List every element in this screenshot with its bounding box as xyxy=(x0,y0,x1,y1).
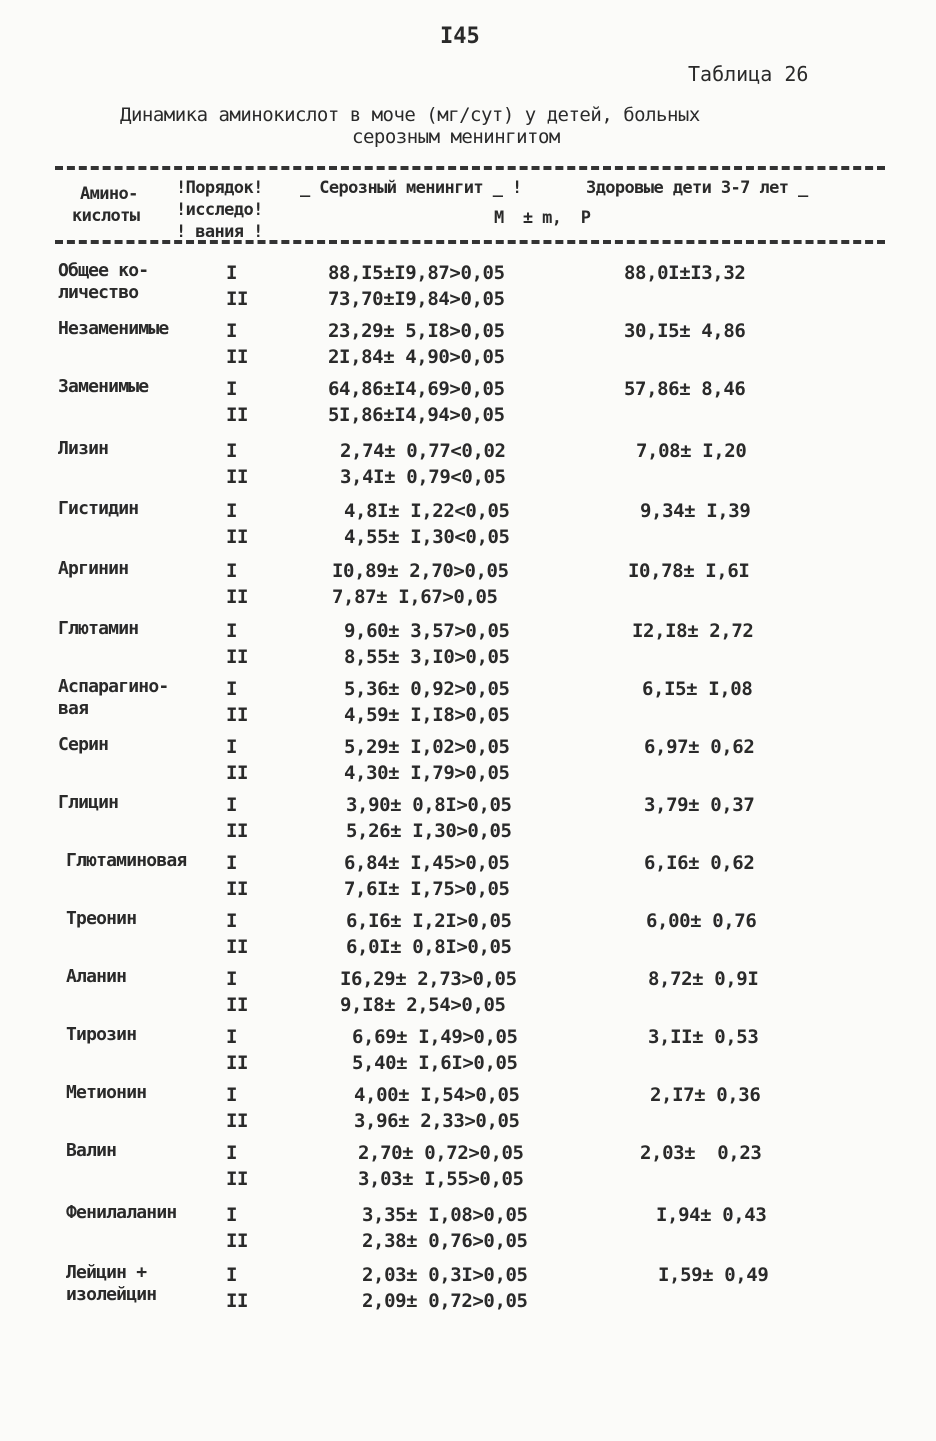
amino-acid-name: Глютамин xyxy=(58,618,139,639)
meningitis-value-first: 64,86±I4,69>0,05 xyxy=(328,378,505,400)
header-top-rule xyxy=(55,166,885,170)
meningitis-value-second: 8,55± 3,I0>0,05 xyxy=(344,646,510,668)
study-order-first: I xyxy=(226,620,238,642)
healthy-children-value: 6,00± 0,76 xyxy=(646,910,757,932)
healthy-children-value: 2,I7± 0,36 xyxy=(650,1084,761,1106)
healthy-children-value: 30,I5± 4,86 xyxy=(624,320,746,342)
meningitis-value-first: 2,70± 0,72>0,05 xyxy=(358,1142,524,1164)
header-bottom-rule xyxy=(55,240,885,244)
study-order-first: I xyxy=(226,1084,238,1106)
study-order-first: I xyxy=(226,678,238,700)
healthy-children-value: 57,86± 8,46 xyxy=(624,378,746,400)
study-order-second: II xyxy=(226,586,249,608)
healthy-children-value: 3,II± 0,53 xyxy=(648,1026,759,1048)
study-order-second: II xyxy=(226,346,249,368)
amino-acid-name: Аланин xyxy=(66,966,127,987)
study-order-first: I xyxy=(226,968,238,990)
amino-acid-name: Аспарагино- xyxy=(58,676,169,697)
amino-acid-name: Лизин xyxy=(58,438,109,459)
header-col1-line1: Амино- xyxy=(80,184,138,204)
meningitis-value-second: 9,I8± 2,54>0,05 xyxy=(340,994,506,1016)
meningitis-value-second: 5I,86±I4,94>0,05 xyxy=(328,404,505,426)
healthy-children-value: 3,79± 0,37 xyxy=(644,794,755,816)
table-title-line2: серозным менингитом xyxy=(352,126,560,148)
meningitis-value-second: 3,03± I,55>0,05 xyxy=(358,1168,524,1190)
meningitis-value-first: 4,00± I,54>0,05 xyxy=(354,1084,520,1106)
amino-acid-name: Валин xyxy=(66,1140,117,1161)
meningitis-value-first: 4,8I± I,22<0,05 xyxy=(344,500,510,522)
meningitis-value-first: 2,03± 0,3I>0,05 xyxy=(362,1264,528,1286)
healthy-children-value: I2,I8± 2,72 xyxy=(632,620,754,642)
meningitis-value-second: 5,26± I,30>0,05 xyxy=(346,820,512,842)
meningitis-value-second: 2,38± 0,76>0,05 xyxy=(362,1230,528,1252)
study-order-first: I xyxy=(226,736,238,758)
study-order-second: II xyxy=(226,994,249,1016)
study-order-second: II xyxy=(226,1230,249,1252)
study-order-second: II xyxy=(226,878,249,900)
study-order-first: I xyxy=(226,560,238,582)
meningitis-value-second: 7,6I± I,75>0,05 xyxy=(344,878,510,900)
study-order-second: II xyxy=(226,820,249,842)
meningitis-value-second: 73,70±I9,84>0,05 xyxy=(328,288,505,310)
meningitis-value-first: I0,89± 2,70>0,05 xyxy=(332,560,509,582)
healthy-children-value: I0,78± I,6I xyxy=(628,560,750,582)
study-order-first: I xyxy=(226,1142,238,1164)
study-order-first: I xyxy=(226,910,238,932)
healthy-children-value: I,94± 0,43 xyxy=(656,1204,767,1226)
meningitis-value-second: 7,87± I,67>0,05 xyxy=(332,586,498,608)
study-order-first: I xyxy=(226,500,238,522)
study-order-second: II xyxy=(226,936,249,958)
page-number: I45 xyxy=(440,24,480,49)
amino-acid-name: Заменимые xyxy=(58,376,149,397)
healthy-children-value: 7,08± I,20 xyxy=(636,440,747,462)
amino-acid-name-cont: личество xyxy=(58,282,139,303)
meningitis-value-first: I6,29± 2,73>0,05 xyxy=(340,968,517,990)
header-col3: _ Серозный менингит _ ! xyxy=(300,178,522,198)
healthy-children-value: I,59± 0,49 xyxy=(658,1264,769,1286)
meningitis-value-second: 4,59± I,I8>0,05 xyxy=(344,704,510,726)
meningitis-value-second: 2I,84± 4,90>0,05 xyxy=(328,346,505,368)
study-order-second: II xyxy=(226,404,249,426)
amino-acid-name: Лейцин + xyxy=(66,1262,147,1283)
meningitis-value-first: 9,60± 3,57>0,05 xyxy=(344,620,510,642)
meningitis-value-first: 6,84± I,45>0,05 xyxy=(344,852,510,874)
amino-acid-name: Аргинин xyxy=(58,558,129,579)
meningitis-value-first: 3,90± 0,8I>0,05 xyxy=(346,794,512,816)
study-order-second: II xyxy=(226,1290,249,1312)
meningitis-value-second: 4,55± I,30<0,05 xyxy=(344,526,510,548)
meningitis-value-second: 3,96± 2,33>0,05 xyxy=(354,1110,520,1132)
study-order-first: I xyxy=(226,852,238,874)
healthy-children-value: 88,0I±I3,32 xyxy=(624,262,746,284)
header-col2-line2: !исследо! xyxy=(176,200,263,220)
study-order-first: I xyxy=(226,262,238,284)
amino-acid-name: Треонин xyxy=(66,908,137,929)
meningitis-value-first: 2,74± 0,77<0,02 xyxy=(340,440,506,462)
healthy-children-value: 9,34± I,39 xyxy=(640,500,751,522)
study-order-second: II xyxy=(226,646,249,668)
table-label: Таблица 26 xyxy=(688,62,809,86)
meningitis-value-first: 5,36± 0,92>0,05 xyxy=(344,678,510,700)
study-order-first: I xyxy=(226,794,238,816)
study-order-second: II xyxy=(226,1052,249,1074)
study-order-first: I xyxy=(226,440,238,462)
study-order-first: I xyxy=(226,378,238,400)
header-col2-line1: !Порядок! xyxy=(176,178,263,198)
amino-acid-name: Глицин xyxy=(58,792,119,813)
study-order-second: II xyxy=(226,704,249,726)
meningitis-value-second: 3,4I± 0,79<0,05 xyxy=(340,466,506,488)
amino-acid-name: Незаменимые xyxy=(58,318,169,339)
meningitis-value-first: 5,29± I,02>0,05 xyxy=(344,736,510,758)
study-order-second: II xyxy=(226,762,249,784)
amino-acid-name-cont: изолейцин xyxy=(66,1284,157,1305)
meningitis-value-second: 2,09± 0,72>0,05 xyxy=(362,1290,528,1312)
amino-acid-name: Фенилаланин xyxy=(66,1202,177,1223)
header-col2-line3: ! вания ! xyxy=(176,222,263,242)
healthy-children-value: 6,I6± 0,62 xyxy=(644,852,755,874)
meningitis-value-first: 6,69± I,49>0,05 xyxy=(352,1026,518,1048)
meningitis-value-first: 6,I6± I,2I>0,05 xyxy=(346,910,512,932)
table-title-line1: Динамика аминокислот в моче (мг/сут) у детей, больных xyxy=(120,104,700,126)
healthy-children-value: 6,97± 0,62 xyxy=(644,736,755,758)
amino-acid-name: Метионин xyxy=(66,1082,147,1103)
amino-acid-name: Серин xyxy=(58,734,109,755)
study-order-second: II xyxy=(226,1110,249,1132)
study-order-first: I xyxy=(226,320,238,342)
study-order-first: I xyxy=(226,1026,238,1048)
study-order-first: I xyxy=(226,1204,238,1226)
meningitis-value-first: 88,I5±I9,87>0,05 xyxy=(328,262,505,284)
meningitis-value-second: 5,40± I,6I>0,05 xyxy=(352,1052,518,1074)
healthy-children-value: 2,03± 0,23 xyxy=(640,1142,762,1164)
study-order-second: II xyxy=(226,1168,249,1190)
header-col4: Здоровые дети 3-7 лет _ xyxy=(586,178,808,198)
healthy-children-value: 6,I5± I,08 xyxy=(642,678,753,700)
amino-acid-name-cont: вая xyxy=(58,698,89,719)
study-order-first: I xyxy=(226,1264,238,1286)
study-order-second: II xyxy=(226,526,249,548)
header-subheader: М ± m, Р xyxy=(494,208,591,228)
healthy-children-value: 8,72± 0,9I xyxy=(648,968,759,990)
meningitis-value-first: 23,29± 5,I8>0,05 xyxy=(328,320,505,342)
amino-acid-name: Гистидин xyxy=(58,498,139,519)
study-order-second: II xyxy=(226,288,249,310)
amino-acid-name: Тирозин xyxy=(66,1024,137,1045)
meningitis-value-second: 6,0I± 0,8I>0,05 xyxy=(346,936,512,958)
study-order-second: II xyxy=(226,466,249,488)
header-col1-line2: кислоты xyxy=(72,206,140,226)
meningitis-value-first: 3,35± I,08>0,05 xyxy=(362,1204,528,1226)
meningitis-value-second: 4,30± I,79>0,05 xyxy=(344,762,510,784)
amino-acid-name: Глютаминовая xyxy=(66,850,187,871)
amino-acid-name: Общее ко- xyxy=(58,260,149,281)
